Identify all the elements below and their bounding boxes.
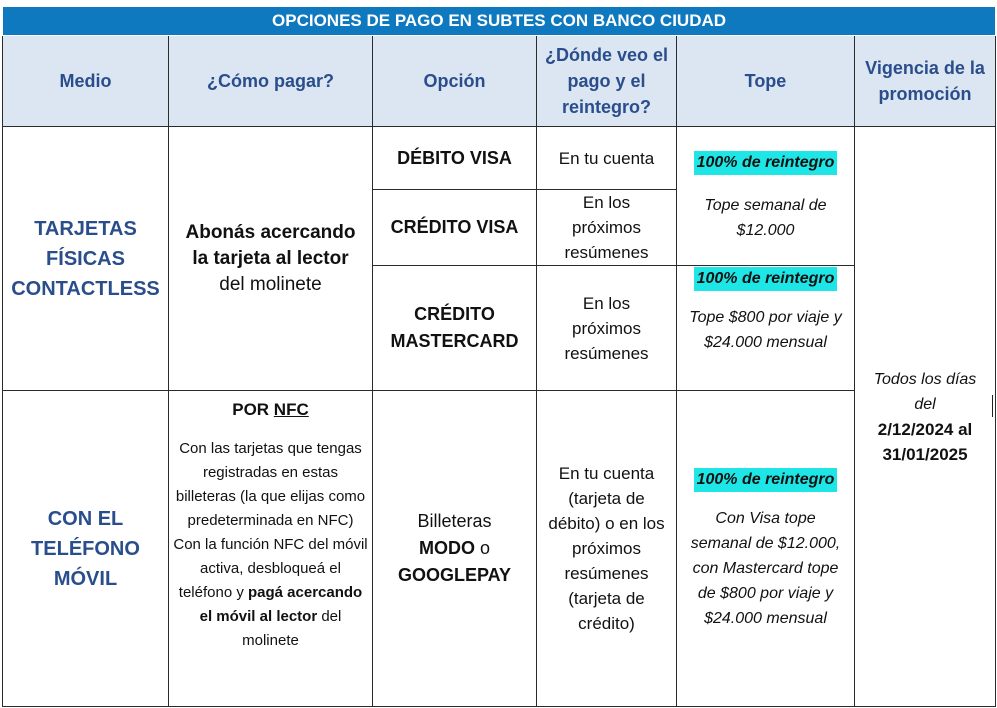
tope-billeteras bbox=[677, 391, 855, 707]
medio-telefono: CON EL TELÉFONO MÓVIL bbox=[3, 391, 169, 707]
opcion-credito-visa: CRÉDITO VISA bbox=[373, 190, 537, 266]
como-pagar-nfc bbox=[169, 391, 373, 707]
tope-billeteras-mastercard: con Mastercard tope de $800 por viaje y $24.000 mensual bbox=[692, 559, 839, 627]
nfc-text-1: Con las tarjetas que tengas registradas en estas billeteras (la que elijas como predeterminada en NFC) bbox=[175, 440, 366, 529]
nfc-word: NFC bbox=[273, 400, 309, 419]
payment-options-table bbox=[2, 6, 996, 707]
como-pagar-bold: Abonás acercando la tarjeta al lector bbox=[185, 221, 356, 269]
tope-mastercard-text: Tope $800 por viaje y $24.000 mensual bbox=[689, 309, 842, 351]
tope-billeteras-visa: Con Visa tope semanal de $12.000, bbox=[690, 509, 841, 552]
donde-credito-visa: En los próximos resúmenes bbox=[537, 190, 677, 266]
tope-mastercard bbox=[677, 266, 855, 391]
vigencia-dates: 2/12/2024 al 31/01/2025 bbox=[877, 419, 973, 464]
o-label: o bbox=[474, 538, 490, 558]
nfc-text-2a: Con la función NFC del móvil activa, desbloqueá el teléfono y bbox=[173, 536, 368, 601]
header-donde: ¿Dónde veo el pago y el reintegro? bbox=[537, 36, 677, 127]
como-pagar-rest: del molinete bbox=[219, 273, 322, 295]
opcion-credito-mastercard: CRÉDITO MASTERCARD bbox=[373, 266, 537, 391]
nfc-title bbox=[169, 397, 372, 423]
reintegro-highlight: 100% de reintegro bbox=[694, 267, 838, 291]
vigencia-pre: Todos los días del bbox=[873, 370, 977, 413]
table-title: OPCIONES DE PAGO EN SUBTES CON BANCO CIUDAD bbox=[3, 7, 996, 36]
reintegro-highlight: 100% de reintegro bbox=[694, 151, 838, 175]
nfc-prefix: POR bbox=[232, 400, 274, 419]
nfc-text-end: del molinete bbox=[242, 608, 342, 649]
donde-billeteras: En tu cuenta (tarjeta de débito) o en los próximos resúmenes (tarjeta de crédito) bbox=[537, 391, 677, 707]
nfc-text-bold: pagá acercando el móvil al lector bbox=[199, 584, 363, 625]
text-cursor bbox=[992, 395, 993, 417]
tope-visa bbox=[677, 127, 855, 266]
vigencia-cell bbox=[855, 127, 996, 707]
header-vigencia: Vigencia de la promoción bbox=[855, 36, 996, 127]
medio-tarjetas: TARJETAS FÍSICAS CONTACTLESS bbox=[3, 127, 169, 391]
modo-label: MODO bbox=[418, 538, 475, 558]
tope-visa-text: Tope semanal de $12.000 bbox=[704, 196, 827, 239]
nfc-text-2 bbox=[169, 533, 372, 653]
header-medio: Medio bbox=[3, 36, 169, 127]
header-opcion: Opción bbox=[373, 36, 537, 127]
billeteras-label: Billeteras bbox=[417, 511, 492, 531]
donde-debito: En tu cuenta bbox=[537, 127, 677, 190]
opcion-debito-visa: DÉBITO VISA bbox=[373, 127, 537, 190]
header-como-pagar: ¿Cómo pagar? bbox=[169, 36, 373, 127]
reintegro-highlight: 100% de reintegro bbox=[694, 468, 838, 492]
como-pagar-tarjetas bbox=[169, 127, 373, 391]
donde-credito-mastercard: En los próximos resúmenes bbox=[537, 266, 677, 391]
opcion-billeteras bbox=[373, 391, 537, 707]
googlepay-label: GOOGLEPAY bbox=[397, 565, 512, 585]
header-tope: Tope bbox=[677, 36, 855, 127]
